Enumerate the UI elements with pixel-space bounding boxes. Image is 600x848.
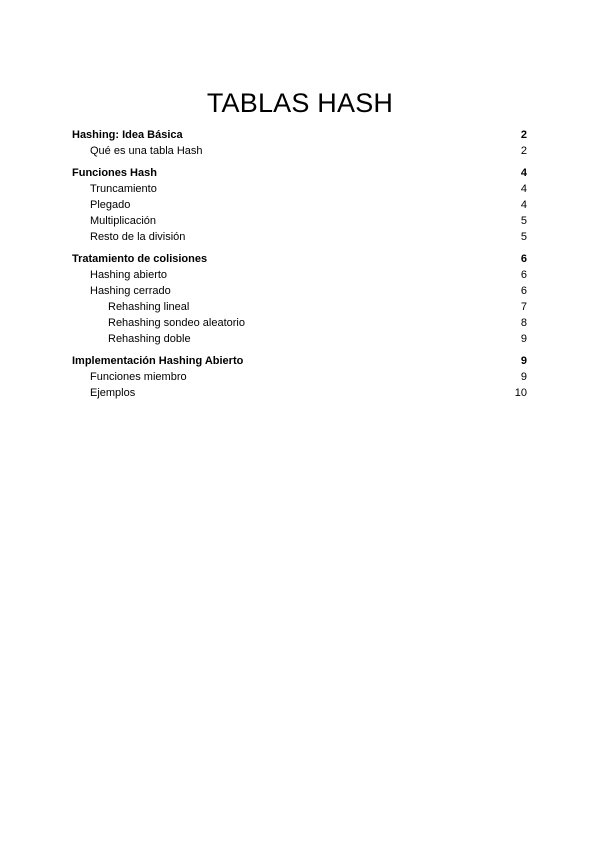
toc-entry-level-2[interactable] [72, 229, 527, 245]
toc-entry-level-3[interactable] [72, 331, 527, 347]
toc-page-number: 6 [520, 269, 527, 281]
toc-entry-level-1[interactable] [72, 353, 527, 369]
toc-entry-label: Resto de la división [90, 231, 186, 243]
document-title: TABLAS HASH [206, 88, 394, 119]
toc-entry-level-2[interactable] [72, 143, 527, 159]
toc-entry-label: Multiplicación [90, 215, 157, 227]
toc-page-number: 4 [520, 167, 527, 179]
toc-entry-label: Qué es una tabla Hash [90, 145, 203, 157]
toc-page-number: 7 [520, 301, 527, 313]
toc-page-number: 6 [520, 285, 527, 297]
toc-page-number: 8 [520, 317, 527, 329]
toc-section [72, 251, 527, 347]
table-of-contents [72, 127, 527, 407]
toc-entry-level-3[interactable] [72, 315, 527, 331]
toc-page-number: 2 [520, 145, 527, 157]
toc-entry-label: Hashing: Idea Básica [72, 129, 183, 141]
toc-page-number: 2 [520, 129, 527, 141]
toc-entry-label: Plegado [90, 199, 131, 211]
toc-entry-level-2[interactable] [72, 369, 527, 385]
toc-entry-level-2[interactable] [72, 267, 527, 283]
toc-page-number: 6 [520, 253, 527, 265]
toc-page-number: 5 [520, 231, 527, 243]
toc-entry-label: Ejemplos [90, 387, 136, 399]
toc-entry-label: Funciones Hash [72, 167, 157, 179]
toc-entry-label: Truncamiento [90, 183, 157, 195]
toc-page-number: 4 [520, 199, 527, 211]
toc-entry-label: Funciones miembro [90, 371, 187, 383]
toc-page-number: 9 [520, 355, 527, 367]
toc-entry-level-1[interactable] [72, 165, 527, 181]
toc-page-number: 9 [520, 333, 527, 345]
toc-section [72, 353, 527, 401]
toc-page-number: 5 [520, 215, 527, 227]
toc-entry-label: Implementación Hashing Abierto [72, 355, 244, 367]
toc-entry-label: Hashing cerrado [90, 285, 171, 297]
toc-entry-level-2[interactable] [72, 283, 527, 299]
toc-entry-level-2[interactable] [72, 213, 527, 229]
toc-entry-level-2[interactable] [72, 385, 527, 401]
toc-entry-label: Rehashing lineal [108, 301, 190, 313]
toc-section [72, 165, 527, 245]
toc-entry-level-1[interactable] [72, 127, 527, 143]
toc-entry-level-2[interactable] [72, 197, 527, 213]
toc-page-number: 4 [520, 183, 527, 195]
toc-entry-label: Rehashing sondeo aleatorio [108, 317, 245, 329]
toc-page-number: 9 [520, 371, 527, 383]
toc-entry-label: Tratamiento de colisiones [72, 253, 208, 265]
toc-entry-label: Rehashing doble [108, 333, 191, 345]
toc-page-number: 10 [514, 387, 527, 399]
toc-section [72, 127, 527, 159]
toc-entry-label: Hashing abierto [90, 269, 168, 281]
toc-entry-level-1[interactable] [72, 251, 527, 267]
toc-entry-level-3[interactable] [72, 299, 527, 315]
toc-entry-level-2[interactable] [72, 181, 527, 197]
